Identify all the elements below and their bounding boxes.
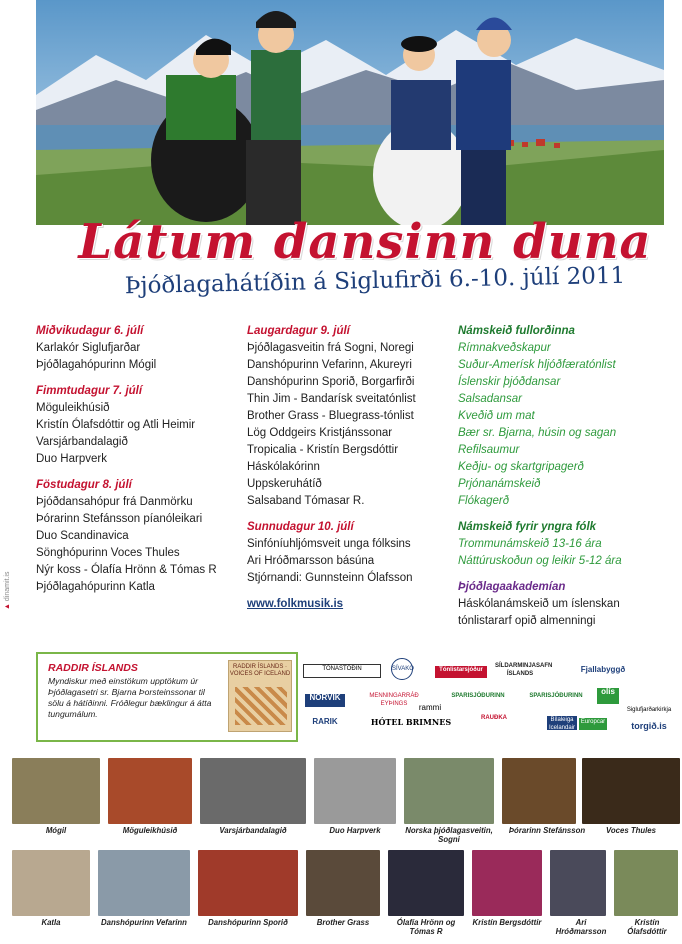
event-item: Sinfóníuhljómsveit unga fólksins [247,538,411,550]
youth-courses-heading: Námskeið fyrir yngra fólk [458,521,597,533]
day-section-thursday [36,383,246,468]
photo-image [198,850,298,916]
course-item: Salsadansar [458,393,522,405]
photo-caption: Voces Thules [606,826,656,835]
day-heading: Laugardagur 9. júlí [247,325,350,337]
day-heading: Föstudagur 8. júlí [36,479,132,491]
photo-image [550,850,606,916]
sponsor-logo: TÓNASTÓÐIN [303,664,381,678]
day-section-saturday [247,323,457,510]
event-item: Kristín Ólafsdóttir og Atli Heimir [36,419,196,431]
photo-image [388,850,464,916]
event-item: Lög Oddgeirs Kristjánssonar [247,427,393,439]
sponsor-logo: RAUÐKA [481,715,507,721]
course-item: Bær sr. Bjarna, húsin og sagan [458,427,617,439]
event-item: Varsjárbandalagið [36,436,128,448]
photo-image [582,758,680,824]
academy-text: Háskólanámskeið um íslenskan [458,598,620,610]
event-item: Þjóðlagasveitin frá Sogni, Noregi [247,342,414,354]
photo-image [98,850,190,916]
course-item: Íslenskir þjóðdansar [458,376,561,388]
sponsor-logo: RARIK [312,717,338,726]
courses-column [458,323,673,639]
photo-caption: Brother Grass [316,918,370,927]
event-item: Þjóðlagahópurinn Katla [36,581,155,593]
day-section-wednesday [36,323,246,374]
sponsor-logo: torgið.is [631,721,667,731]
sponsor-logo: SPARISJÓÐURINN [529,693,583,699]
photo-caption: Danshópurinn Sporið [208,918,288,927]
event-item: Salsaband Tómasar R. [247,495,365,507]
event-item: Danshópurinn Vefarinn, Akureyri [247,359,412,371]
photo-caption: Ari Hróðmarsson [555,918,607,936]
sponsor-logo: Siglufjarðarkirkja [626,707,672,713]
website-link[interactable]: www.folkmusik.is [247,598,344,610]
credit-mark-icon: ▲ [4,601,11,610]
sponsor-logo: SPARISJÓÐURINN [451,693,505,699]
sponsor-logos [303,656,675,746]
event-item: Stjórnandi: Gunnsteinn Ólafsson [247,572,413,584]
photo-caption: Danshópurinn Vefarinn [101,918,187,927]
raddir-islands-box [36,652,298,742]
photo-caption: Varsjárbandalagið [219,826,287,835]
photo-image [108,758,192,824]
youth-courses-section [458,519,673,570]
schedule-column-2 [247,323,457,613]
event-item: Þjóðlagahópurinn Mógil [36,359,157,371]
day-section-sunday [247,519,457,587]
photo-caption: Ólafía Hrönn og Tómas R [396,918,456,936]
photo-image [306,850,380,916]
photo-caption: Mógil [45,826,67,835]
photo-caption: Kristín Ólafsdóttir [627,918,667,936]
designer-credit [4,572,11,610]
course-item: Náttúruskoðun og leikir 5-12 ára [458,555,622,567]
event-item: Karlakór Siglufjarðar [36,342,141,354]
raddir-title: RADDIR ÍSLANDS [48,662,138,674]
photo-image [200,758,306,824]
sponsor-logo: MENNINGARRÁÐ EYÞINGS [369,693,419,707]
course-item: Keðju- og skartgripagerð [458,461,584,473]
adult-courses-heading: Námskeið fullorðinna [458,325,575,337]
photo-caption: Katla [41,918,61,927]
event-item: Ari Hróðmarsson básúna [247,555,375,567]
sponsor-logo: Tónlistarsjóður [435,666,487,678]
event-item: Sönghópurinn Voces Thules [36,547,180,559]
photo-image [404,758,494,824]
festival-subtitle: Þjóðlagahátíðin á Siglufirði 6.-10. júlí 2011 [124,262,626,300]
photo-image [502,758,576,824]
course-item: Trommunámskeið 13-16 ára [458,538,602,550]
event-item: Þjóðdansahópur frá Danmörku [36,496,193,508]
course-item: Prjónanámskeið [458,478,541,490]
event-item: Duo Harpverk [36,453,107,465]
photo-caption: Norska þjóðlagasveitin, Sogni [405,826,493,844]
course-item: Refilsaumur [458,444,520,456]
adult-courses-section [458,323,673,510]
photo-image [12,758,100,824]
event-item: Uppskeruhátíð [247,478,322,490]
sponsor-logo: rammi [418,703,442,712]
day-heading: Miðvikudagur 6. júlí [36,325,144,337]
event-item: Nýr koss - Ólafía Hrönn & Tómas R [36,564,217,576]
photo-image [614,850,678,916]
event-item: Brother Grass - Bluegrass-tónlist [247,410,414,422]
academy-section [458,579,673,630]
schedule-column-1 [36,323,246,605]
cd-cover-image [228,660,292,732]
day-section-friday [36,477,246,596]
course-item: Rímnakveðskapur [458,342,551,354]
course-item: Suður-Amerísk hljóðfæratónlist [458,359,616,371]
photo-caption: Þórarinn Stefánsson [508,826,586,835]
academy-heading: Þjóðlagaakademían [458,581,566,593]
sponsor-logo: Bílaleiga Icelandair [548,717,575,731]
course-item: Kveðið um mat [458,410,535,422]
event-item: Þórarinn Stefánsson píanóleikari [36,513,203,525]
credit-text: dinamit.is [4,571,11,602]
festival-title: Látum dansinn duna [78,214,652,270]
raddir-description: Myndiskur með einstökum upptökum úr Þjóðlagasetri sr. Bjarna Þorsteinssonar til sölu á hátíðinni. Fróðlegur bæklingur á átta tungumálum. [48,676,212,719]
event-item: Duo Scandinavica [36,530,129,542]
photo-caption: Kristín Bergsdóttir [472,918,542,927]
photo-image [314,758,396,824]
day-heading: Fimmtudagur 7. júlí [36,385,143,397]
cd-cover-pattern [235,687,287,725]
photo-image [12,850,90,916]
photo-caption: Duo Harpverk [329,826,381,835]
event-item: Möguleikhúsið [36,402,110,414]
photo-image [472,850,542,916]
day-heading: Sunnudagur 10. júlí [247,521,354,533]
event-item: Thin Jim - Bandarísk sveitatónlist [247,393,416,405]
sponsor-logo: NORVIK [305,694,345,707]
sponsor-logo: Fjallabyggð [580,665,626,674]
sponsor-logo: Europcar [579,718,607,730]
hero-illustration [36,0,664,225]
cd-cover-title: RADDIR ÍSLANDS · VOICES OF ICELAND [229,664,291,677]
sponsor-logo: SÍLDARMINJASAFN ÍSLANDS [495,663,553,677]
event-item: Tropicalia - Kristín Bergsdóttir [247,444,399,456]
photo-caption: Möguleikhúsið [122,826,178,835]
sponsor-logo: HÓTEL BRIMNES [370,717,452,727]
sponsor-logo: olís [597,688,619,704]
event-item: Danshópurinn Sporið, Borgarfirði [247,376,415,388]
academy-text: tónlistararf opið almenningi [458,615,596,627]
course-item: Flókagerð [458,495,510,507]
event-item: Háskólakórinn [247,461,320,473]
sponsor-logo: SÍVAKO [391,658,413,680]
